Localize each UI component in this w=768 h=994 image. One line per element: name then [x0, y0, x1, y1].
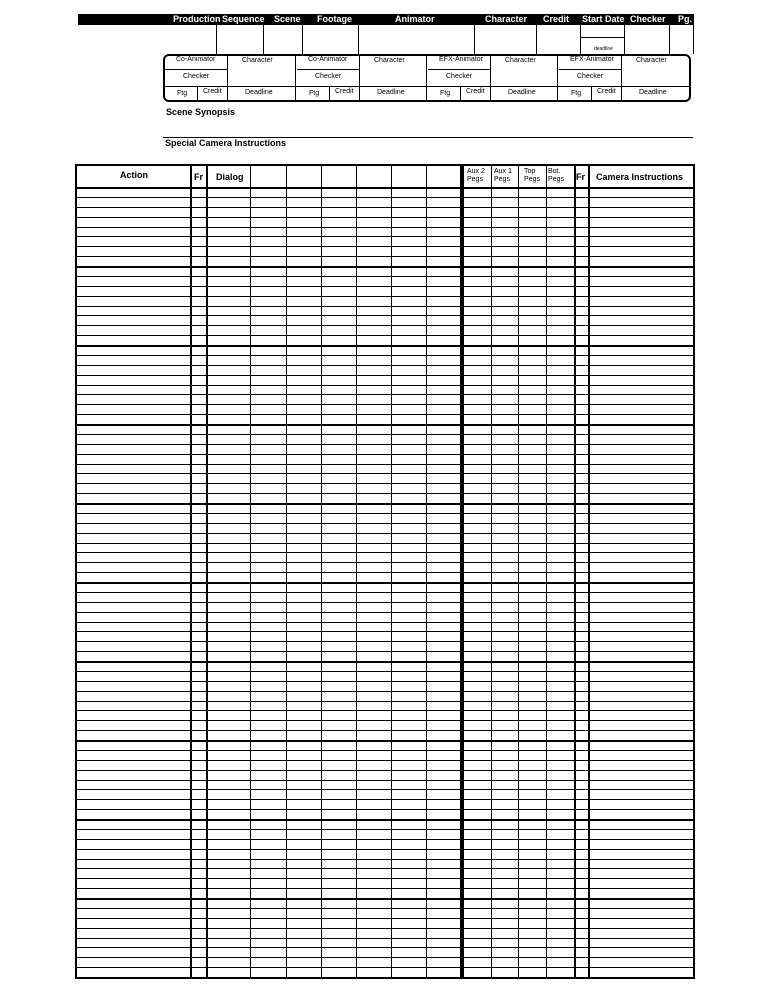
sheet-row-divider [77, 454, 693, 455]
sheet-row-divider [77, 197, 693, 198]
deadline-label: deadline [594, 46, 613, 52]
crew-divider [227, 56, 228, 100]
header-field-scene: Scene [274, 14, 301, 24]
crew-role: EFX-Animator [439, 56, 483, 63]
crew-group-divider [426, 56, 427, 100]
sheet-row-divider [77, 918, 693, 919]
sheet-row-divider [77, 859, 693, 860]
peg-header: Top Pegs [524, 168, 540, 183]
sheet-row-divider [77, 236, 693, 237]
crew-credit: Credit [203, 88, 222, 95]
sheet-row-divider [77, 631, 693, 632]
sheet-row-divider [77, 908, 693, 909]
header-divider [624, 25, 625, 54]
header-divider [263, 25, 264, 54]
sheet-row-divider [77, 730, 693, 731]
crew-credit: Credit [597, 88, 616, 95]
sheet-row-divider [77, 691, 693, 692]
sheet-row-divider [77, 246, 693, 247]
sheet-row-divider [77, 720, 693, 721]
sheet-row-divider [77, 967, 693, 968]
sheet-row-divider [77, 286, 693, 287]
header-divider [302, 25, 303, 54]
sheet-row-divider [77, 385, 693, 386]
header-field-credit: Credit [543, 14, 570, 24]
crew-character: Character [374, 57, 405, 64]
sheet-row-divider-thick [77, 424, 693, 426]
sheet-row-divider [77, 543, 693, 544]
crew-role-divider [297, 69, 359, 70]
crew-character: Character [505, 57, 536, 64]
crew-credit: Credit [335, 88, 354, 95]
sheet-row-divider [77, 760, 693, 761]
sheet-row-divider [77, 533, 693, 534]
crew-checker: Checker [446, 73, 473, 80]
header-field-pg: Pg. [678, 14, 693, 24]
sheet-row-divider [77, 473, 693, 474]
fr2-header: Fr [576, 172, 585, 182]
sheet-row-divider [77, 572, 693, 573]
crew-role-divider [559, 69, 621, 70]
sheet-row-divider [77, 207, 693, 208]
sheet-row-divider-thick [77, 503, 693, 505]
camera-instructions-header: Camera Instructions [596, 172, 684, 182]
header-field-character: Character [485, 14, 528, 24]
header-field-start-date: Start Date [582, 14, 625, 24]
crew-character: Character [636, 57, 667, 64]
fr-header: Fr [194, 172, 203, 182]
sheet-row-divider [77, 552, 693, 553]
sheet-row-divider [77, 868, 693, 869]
sheet-row-divider [77, 938, 693, 939]
sheet-row-divider [77, 829, 693, 830]
sheet-row-divider [77, 355, 693, 356]
sheet-row-divider [77, 217, 693, 218]
header-field-checker: Checker [630, 14, 666, 24]
sheet-row-divider [77, 641, 693, 642]
header-divider [358, 25, 359, 54]
sheet-row-divider [77, 444, 693, 445]
sheet-row-divider [77, 365, 693, 366]
crew-group-divider [557, 56, 558, 100]
crew-ftg-divider [329, 86, 330, 100]
header-divider [580, 25, 581, 54]
crew-divider [490, 56, 491, 100]
header-divider [216, 25, 217, 54]
crew-credit: Credit [466, 88, 485, 95]
crew-role: Co-Animator [308, 56, 348, 63]
header-field-animator: Animator [395, 14, 435, 24]
start-date-divider [580, 37, 624, 38]
sheet-row-divider-thick [77, 345, 693, 347]
header-divider [669, 25, 670, 54]
header-divider [536, 25, 537, 54]
crew-role-divider [165, 69, 227, 70]
header-field-sequence: Sequence [222, 14, 265, 24]
crew-deadline: Deadline [245, 89, 273, 96]
crew-ftg-divider [197, 86, 198, 100]
sheet-row-divider [77, 622, 693, 623]
sheet-row-divider [77, 513, 693, 514]
crew-ftg: Ftg [309, 90, 320, 97]
sheet-row-divider [77, 839, 693, 840]
header-divider [693, 25, 694, 54]
crew-row-divider [165, 86, 689, 87]
sheet-row-divider-thick [77, 898, 693, 900]
crew-checker: Checker [577, 73, 604, 80]
header-divider [474, 25, 475, 54]
crew-ftg: Ftg [440, 90, 451, 97]
sheet-row-divider [77, 849, 693, 850]
sheet-row-divider [77, 789, 693, 790]
sheet-row-divider [77, 315, 693, 316]
header-field-footage: Footage [317, 14, 352, 24]
action-header: Action [120, 170, 148, 180]
crew-divider [621, 56, 622, 100]
special-camera-instructions-label: Special Camera Instructions [165, 138, 287, 148]
crew-ftg-divider [591, 86, 592, 100]
sheet-row-divider [77, 888, 693, 889]
sheet-row-divider [77, 770, 693, 771]
sheet-row-divider [77, 592, 693, 593]
crew-ftg: Ftg [177, 90, 188, 97]
sheet-row-divider [77, 750, 693, 751]
crew-character: Character [242, 57, 273, 64]
sheet-row-divider [77, 464, 693, 465]
sheet-row-divider [77, 602, 693, 603]
sheet-row-divider [77, 375, 693, 376]
sheet-row-divider-thick [77, 661, 693, 663]
sheet-row-divider-thick [77, 740, 693, 742]
sheet-row-divider [77, 878, 693, 879]
crew-checker: Checker [315, 73, 342, 80]
sheet-row-divider [77, 701, 693, 702]
sheet-row-divider [77, 562, 693, 563]
sheet-row-divider [77, 928, 693, 929]
sheet-row-divider-thick [77, 582, 693, 584]
sheet-row-divider [77, 799, 693, 800]
sheet-row-divider [77, 256, 693, 257]
sheet-row-divider [77, 483, 693, 484]
crew-ftg-divider [460, 86, 461, 100]
sheet-row-divider [77, 681, 693, 682]
sheet-row-divider [77, 335, 693, 336]
crew-role: Co-Animator [176, 56, 216, 63]
sheet-row-divider [77, 493, 693, 494]
sheet-row-divider [77, 434, 693, 435]
sheet-row-divider [77, 523, 693, 524]
crew-deadline: Deadline [639, 89, 667, 96]
sheet-row-divider [77, 306, 693, 307]
sheet-row-divider [77, 414, 693, 415]
sheet-row-divider [77, 957, 693, 958]
sheet-row-divider [77, 227, 693, 228]
sheet-row-divider [77, 671, 693, 672]
sheet-row-divider [77, 404, 693, 405]
sheet-row-divider [77, 780, 693, 781]
crew-deadline: Deadline [508, 89, 536, 96]
sheet-row-divider [77, 394, 693, 395]
crew-checker: Checker [183, 73, 210, 80]
crew-group-divider [295, 56, 296, 100]
sheet-row-divider [77, 276, 693, 277]
peg-header: Aux 2 Pegs [467, 168, 485, 183]
sheet-row-divider [77, 710, 693, 711]
crew-ftg: Ftg [571, 90, 582, 97]
dialog-header: Dialog [216, 172, 244, 182]
scene-synopsis-label: Scene Synopsis [166, 107, 236, 117]
sheet-row-divider-thick [77, 819, 693, 821]
sheet-row-divider [77, 325, 693, 326]
peg-header: Aux 1 Pegs [494, 168, 512, 183]
sheet-row-divider [77, 947, 693, 948]
sheet-row-divider-thick [77, 266, 693, 268]
sheet-header-divider [77, 187, 693, 189]
crew-divider [359, 56, 360, 100]
crew-role-divider [428, 69, 490, 70]
sheet-row-divider [77, 296, 693, 297]
crew-deadline: Deadline [377, 89, 405, 96]
header-field-production: Production [173, 14, 221, 24]
sheet-row-divider [77, 809, 693, 810]
sheet-row-divider [77, 612, 693, 613]
sheet-row-divider [77, 651, 693, 652]
crew-role: EFX-Animator [570, 56, 614, 63]
peg-header: Bot. Pegs [548, 168, 564, 183]
